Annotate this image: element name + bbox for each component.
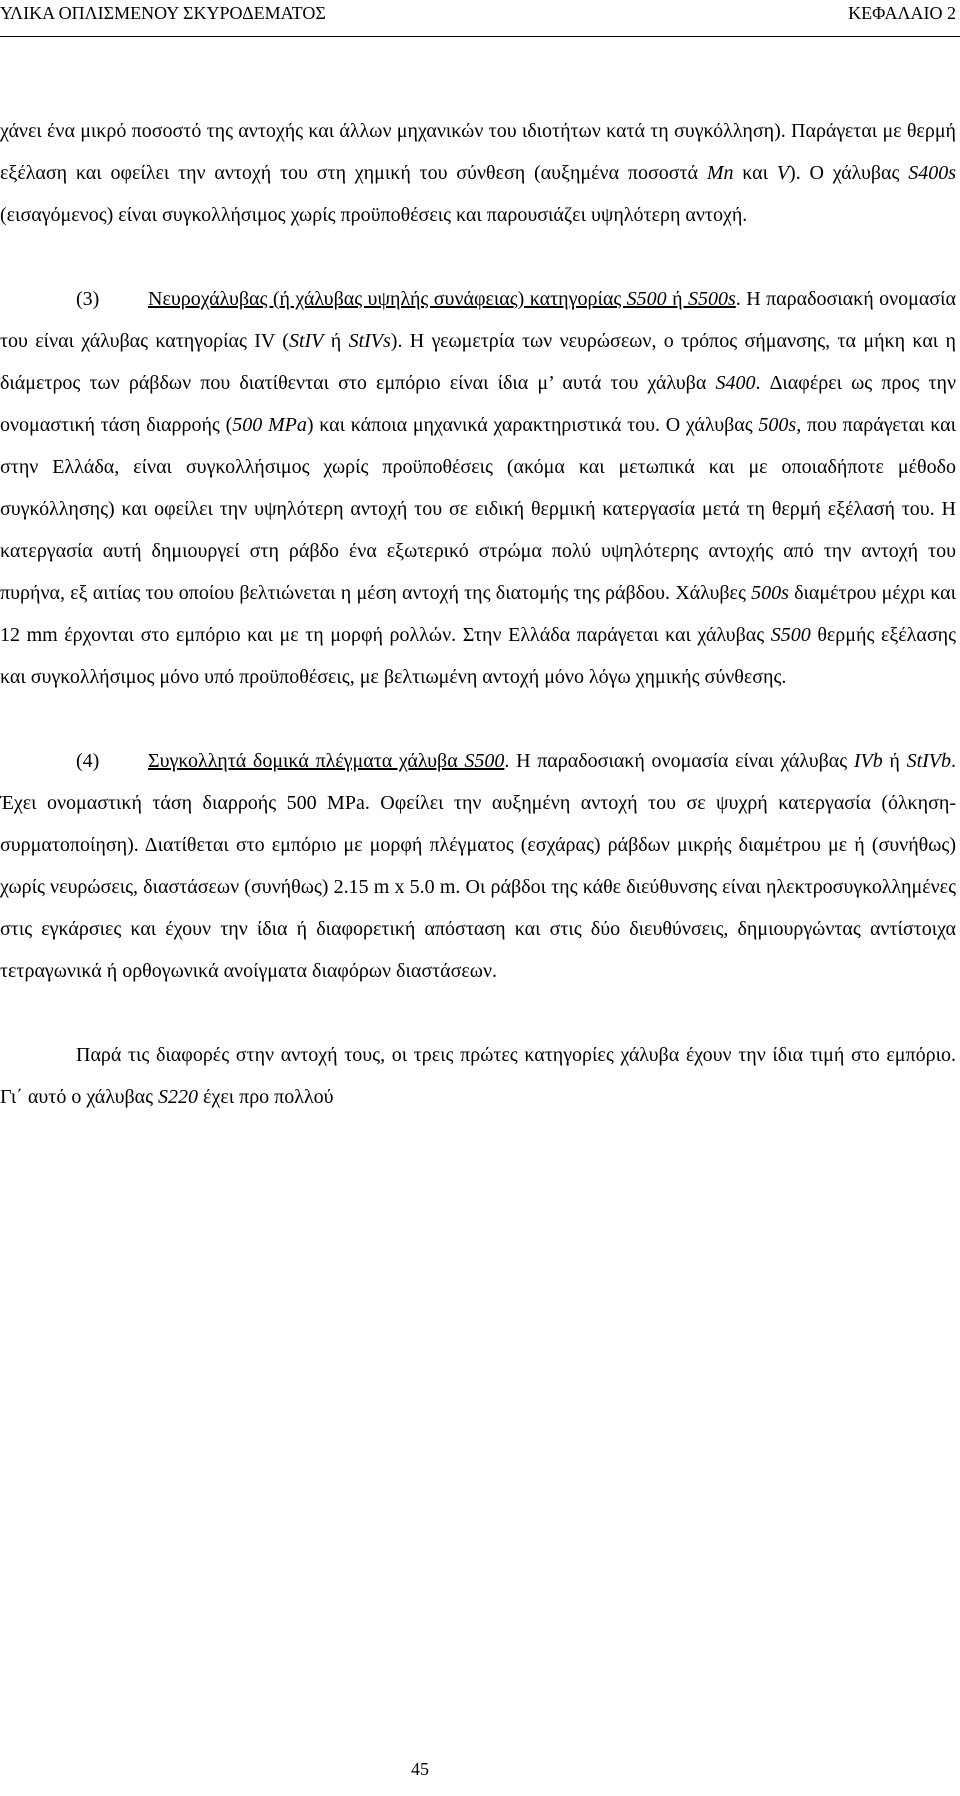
p3-text-2: ή [882,750,907,772]
p3-item-label: (4) [76,750,100,772]
p1-text-4: (εισαγόμενος) είναι συγκολλήσιμος χωρίς προϋποθέσεις και παρουσιάζει υψηλότερη αντοχή. [0,204,748,226]
p2-s500: S500 [770,624,811,646]
p2-text-3: ). Η γεωμετρία των νευρώσεων, ο τρόπος σήμανσης, τα μήκη και η διάμετρος των ράβδων που διατίθενται στο εμπόριο είναι ίδια μ’ αυτά του χάλυβα [0,330,956,394]
p2-text-7: διαμέτρου μέχρι και 12 mm έρχονται στο εμπόριο και με τη μορφή ρολλών. Στην Ελλάδα παράγεται και χάλυβας [0,582,957,646]
page-number: 45 [411,1759,429,1779]
header-book-title: ΥΛΙΚΑ ΟΠΛΙΣΜΕΝΟΥ ΣΚΥΡΟΔΕΜΑΤΟΣ [0,3,326,23]
p2-stivs: StIVs [348,330,391,352]
p1-v: V [776,162,790,184]
header-chapter: ΚΕΦΑΛΑΙΟ 2 [848,3,956,23]
p1-mn: Mn [706,162,734,184]
p1-s400s: S400s [908,162,957,184]
p4-text-1: Παρά τις διαφορές στην αντοχή τους, οι τρεις πρώτες κατηγορίες χάλυβα έχουν την ίδια τιμή στο εμπόριο. Γι΄ αυτό ο χάλυβας [0,1044,956,1108]
p2-text-1: . Η παραδοσιακή ονομασία του είναι χάλυβας κατηγορίας IV ( [0,288,957,352]
p2-text-5: ) και κάποια μηχανικά χαρακτηριστικά του. Ο χάλυβας [306,414,759,436]
p3-ivb: IVb [853,750,883,772]
p3-text-3: . Έχει ονομαστική τάση διαρροής 500 MPa. Οφείλει την αυξημένη αντοχή του σε ψυχρή κατεργασία (όλκηση-συρματοποίηση). Διατίθεται στο εμπόριο με μορφή πλέγματος (εσχάρας) ράβδων μικρής διαμέτρου με ή (συνήθως) χωρίς νευρώσεις, διαστάσεων (συνήθως) 2.15 m x 5.0 m. Οι ράβδοι της κάθε διεύθυνσης είναι ηλεκτροσυγκολλημένες στις εγκάρσιες και έχουν την ίδια ή διαφορετική απόσταση και στις δύο διευθύνσεις, δημιουργώντας αντίστοιχα τετραγωνικά ή ορθογωνικά ανοίγματα διαφόρων διαστάσεων. [0,750,957,982]
p3-title-s500: S500 [464,750,505,772]
p2-text-6: , που παράγεται και στην Ελλάδα, είναι συγκολλήσιμος χωρίς προϋποθέσεις (ακόμα και μετωπικά και με οποιαδήποτε μέθοδο συγκόλλησης) και οφείλει την υψηλότερη αντοχή του σε ειδική θερμική κατεργασία μετά τη θερμή εξέλασή του. Η κατεργασία αυτή δημιουργεί στη ράβδο ένα εξωτερικό στρώμα πολύ υψηλότερης αντοχής από την αντοχή του πυρήνα, εξ αιτίας του οποίου βελτιώνεται η μέση αντοχή της διατομής της ράβδου. Χάλυβες [0,414,956,604]
p2-title [148,288,736,310]
page-body [0,110,956,1118]
header-rule [0,36,960,37]
p4-s220: S220 [158,1086,199,1108]
paragraph-s500 [0,278,956,698]
paragraph-price [0,1034,956,1118]
p1-text-1: χάνει ένα μικρό ποσοστό της αντοχής και άλλων μηχανικών του ιδιοτήτων κατά τη συγκόλληση). Παράγεται με θερμή εξέλαση και οφείλει την αντοχή του στη χημική του σύνθεση (αυξημένα ποσοστά [0,120,956,184]
p1-text-2: και [733,162,777,184]
p2-500s-b: 500s [751,582,789,604]
p2-title-text: Νευροχάλυβας (ή χάλυβας υψηλής συνάφειας) κατηγορίας [148,288,627,310]
p1-text-3: ). Ο χάλυβας [789,162,909,184]
p2-s400: S400 [715,372,756,394]
paragraph-welded-mesh [0,740,956,992]
p2-500s-a: 500s [758,414,797,436]
p2-text-4: . Διαφέρει ως προς την ονομαστική τάση διαρροής ( [0,372,956,436]
p2-item-label: (3) [76,288,100,310]
p3-text-1: . Η παραδοσιακή ονομασία είναι χάλυβας [504,750,854,772]
p2-text-2: ή [323,330,349,352]
paragraph-s400s-continuation [0,110,956,236]
p2-title-or: ή [666,288,688,310]
p2-stiv: StIV [288,330,324,352]
p3-title [148,750,504,772]
p2-title-s500: S500 [626,288,667,310]
p3-title-text: Συγκολλητά δομικά πλέγματα χάλυβα [148,750,465,772]
p4-text-2: έχει προ πολλού [198,1086,334,1108]
p2-text-8: θερμής εξέλασης και συγκολλήσιμος μόνο υπό προϋποθέσεις, με βελτιωμένη αντοχή μόνο λόγω χημικής σύνθεσης. [0,624,956,688]
page-header [0,0,960,42]
p3-stivb: StIVb [906,750,952,772]
p2-title-s500s: S500s [687,288,736,310]
p2-mpa: 500 MPa [232,414,307,436]
